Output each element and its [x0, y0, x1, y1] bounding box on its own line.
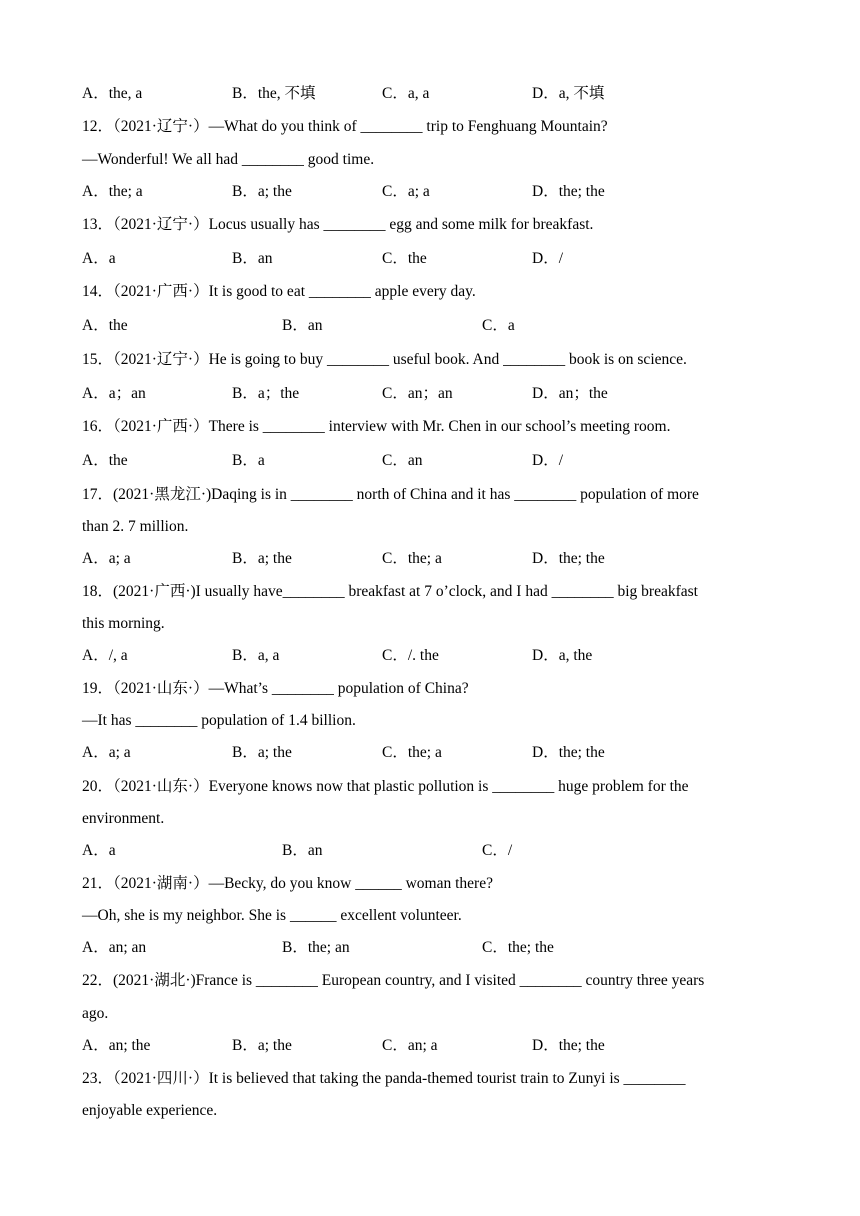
- options-row: [82, 1035, 800, 1057]
- option-b: B．a; the: [232, 1037, 292, 1054]
- option-c: C．a; a: [382, 183, 430, 200]
- option-a: A．the: [82, 452, 128, 469]
- question-text: 12．（2021·辽宁·）—What do you think of ________ trip to Fenghuang Mountain?: [82, 118, 608, 135]
- question-text: this morning.: [82, 615, 165, 632]
- question-text: 15．（2021·辽宁·）He is going to buy ________ useful book. And ________ book is on science.: [82, 351, 687, 368]
- question-text: 14．（2021·广西·）It is good to eat ________ apple every day.: [82, 283, 476, 300]
- question-text: enjoyable experience.: [82, 1102, 218, 1119]
- option-b: B．a; the: [232, 744, 292, 761]
- option-b: B．a: [232, 452, 265, 469]
- option-d: D．the; the: [532, 744, 605, 761]
- question-text: —Wonderful! We all had ________ good time.: [82, 151, 375, 168]
- options-row: [82, 315, 800, 337]
- option-c: C．the; the: [482, 939, 554, 956]
- option-a: A．/, a: [82, 647, 128, 664]
- question-text: 18．(2021·广西·)I usually have________ breakfast at 7 o’clock, and I had ________ big breakfast: [82, 583, 698, 600]
- question-text: 16．（2021·广西·）There is ________ interview with Mr. Chen in our school’s meeting room.: [82, 418, 671, 435]
- option-d: D．a, 不填: [532, 85, 605, 102]
- question-text: —Oh, she is my neighbor. She is ______ excellent volunteer.: [82, 907, 462, 924]
- options-row: [82, 645, 800, 667]
- option-a: A．the; a: [82, 183, 143, 200]
- question-text: —It has ________ population of 1.4 billion.: [82, 712, 356, 729]
- option-b: B．an: [282, 317, 323, 334]
- option-a: A．a；an: [82, 385, 146, 402]
- option-b: B．an: [232, 250, 273, 267]
- question-text: environment.: [82, 810, 165, 827]
- option-c: C．the: [382, 250, 427, 267]
- option-b: B．the, 不填: [232, 85, 316, 102]
- option-b: B．a; the: [232, 183, 292, 200]
- options-row: [82, 450, 800, 472]
- option-a: A．an; an: [82, 939, 147, 956]
- options-row: [82, 937, 800, 959]
- question-text: 22．(2021·湖北·)France is ________ European country, and I visited ________ country three years: [82, 972, 705, 989]
- question-text: ago.: [82, 1005, 109, 1022]
- option-d: D．an；the: [532, 385, 608, 402]
- options-row: [82, 840, 800, 862]
- option-c: C．/. the: [382, 647, 439, 664]
- option-b: B．the; an: [282, 939, 350, 956]
- question-text: 13．（2021·辽宁·）Locus usually has ________ egg and some milk for breakfast.: [82, 216, 594, 233]
- option-c: C．/: [482, 842, 513, 859]
- question-text: 19．（2021·山东·）—What’s ________ population of China?: [82, 680, 469, 697]
- option-a: A．a: [82, 250, 116, 267]
- option-c: C．an: [382, 452, 423, 469]
- options-row: [82, 742, 800, 764]
- option-c: C．an；an: [382, 385, 453, 402]
- option-d: D．/: [532, 452, 564, 469]
- options-row: [82, 248, 800, 270]
- option-a: A．a; a: [82, 744, 131, 761]
- option-d: D．/: [532, 250, 564, 267]
- option-a: A．a; a: [82, 550, 131, 567]
- question-text: 17．(2021·黑龙江·)Daqing is in ________ north of China and it has ________ population of more: [82, 486, 699, 503]
- option-a: A．the: [82, 317, 128, 334]
- option-a: A．the, a: [82, 85, 143, 102]
- option-d: D．the; the: [532, 1037, 605, 1054]
- options-row: [82, 83, 800, 105]
- option-b: B．a, a: [232, 647, 280, 664]
- options-row: [82, 383, 800, 405]
- options-row: [82, 181, 800, 203]
- option-a: A．an; the: [82, 1037, 151, 1054]
- option-c: C．a, a: [382, 85, 430, 102]
- option-c: C．the; a: [382, 744, 442, 761]
- option-c: C．an; a: [382, 1037, 438, 1054]
- option-b: B．an: [282, 842, 323, 859]
- option-c: C．the; a: [382, 550, 442, 567]
- question-text: 20．（2021·山东·）Everyone knows now that plastic pollution is ________ huge problem for the: [82, 778, 689, 795]
- option-d: D．a, the: [532, 647, 593, 664]
- option-b: B．a；the: [232, 385, 300, 402]
- options-row: [82, 548, 800, 570]
- option-c: C．a: [482, 317, 515, 334]
- question-text: than 2. 7 million.: [82, 518, 189, 535]
- option-d: D．the; the: [532, 183, 605, 200]
- question-text: 21．（2021·湖南·）—Becky, do you know ______ woman there?: [82, 875, 493, 892]
- option-b: B．a; the: [232, 550, 292, 567]
- option-a: A．a: [82, 842, 116, 859]
- question-text: 23．（2021·四川·）It is believed that taking the panda-themed tourist train to Zunyi is ________: [82, 1070, 686, 1087]
- option-d: D．the; the: [532, 550, 605, 567]
